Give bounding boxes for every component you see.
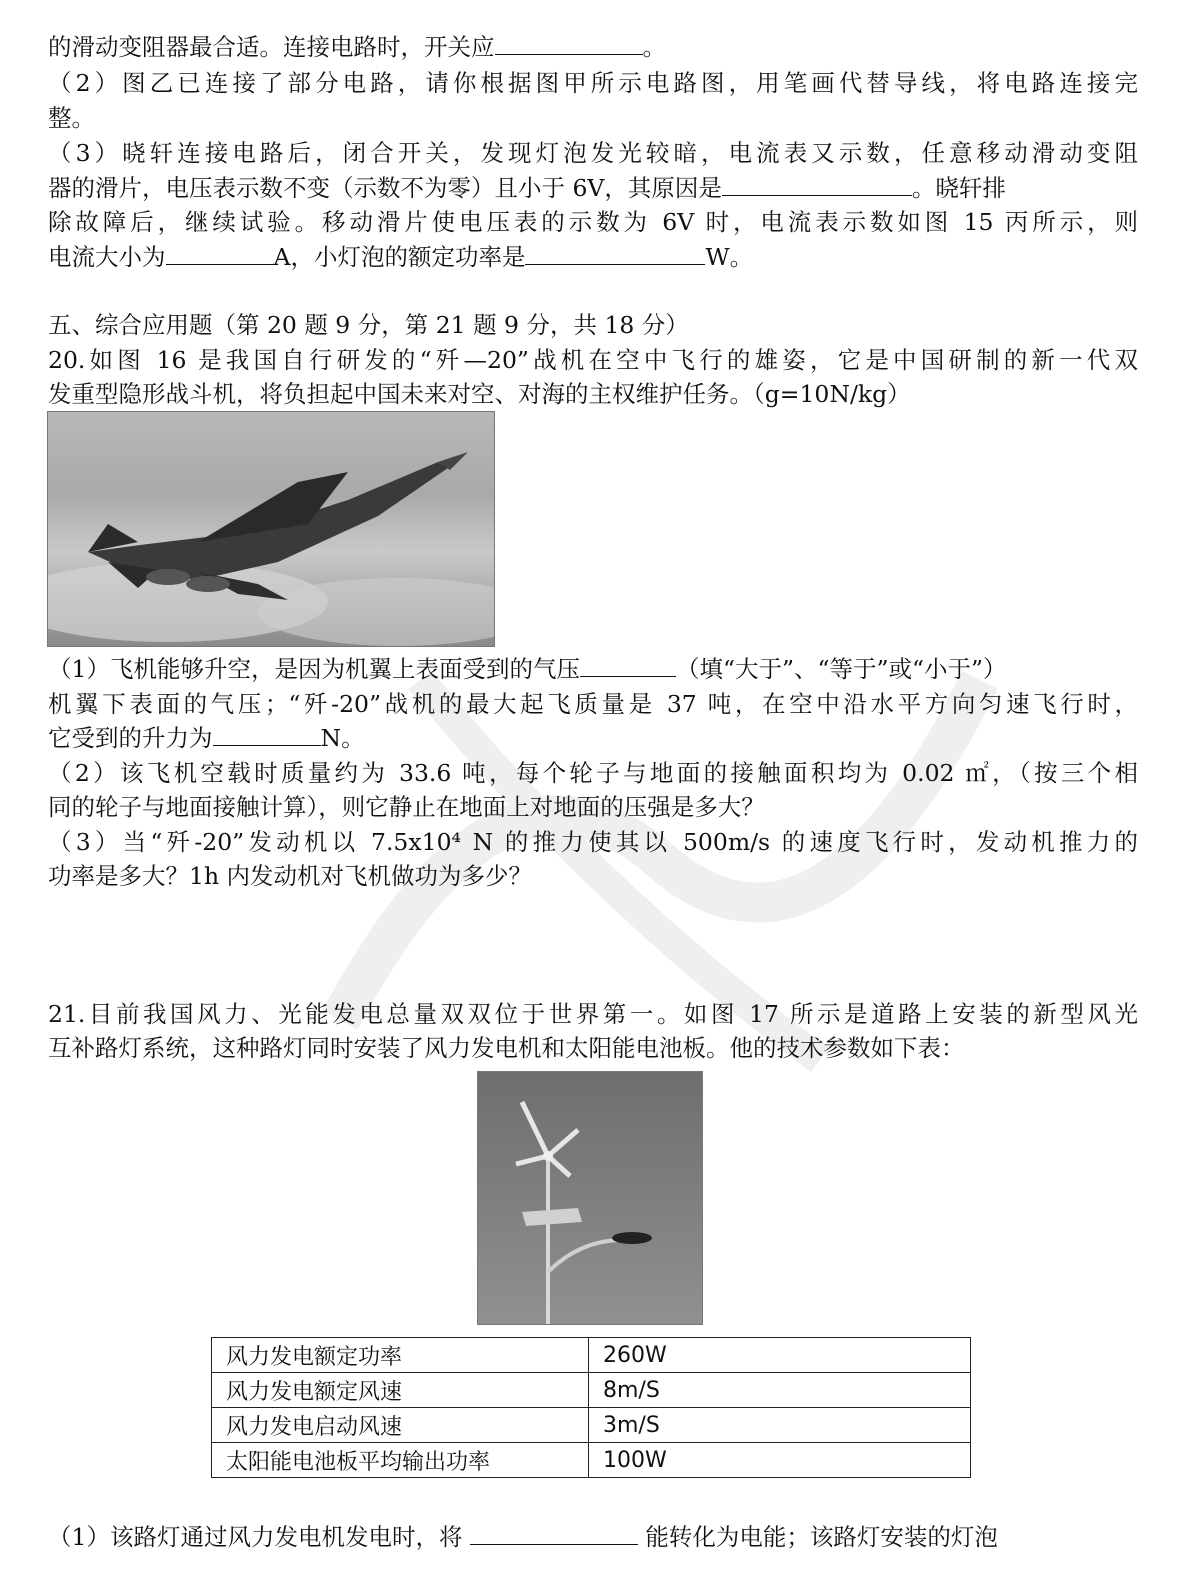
question-21: 21.目前我国风力、光能发电总量双双位于世界第一。如图 17 所示是道路上安装的新型风光 — [48, 1000, 1138, 1028]
text-line: 同的轮子与地面接触计算），则它静止在地面上对地面的压强是多大？ — [48, 793, 765, 821]
answer-blank[interactable] — [525, 242, 705, 265]
text-line: 整。 — [48, 104, 95, 132]
text-line: 发重型隐形战斗机，将负担起中国未来对空、对海的主权维护任务。（g=10N/kg） — [48, 380, 911, 408]
spec-label: 太阳能电池板平均输出功率 — [212, 1443, 589, 1478]
text-line: 除故障后，继续试验。移动滑片使电压表的示数为 6V 时，电流表示数如图 15 丙所示，则 — [48, 208, 1138, 236]
text-line: 它受到的升力为 N。 — [48, 724, 365, 752]
spec-label: 风力发电启动风速 — [212, 1408, 589, 1443]
text-line: 机翼下表面的气压；“歼-20”战机的最大起飞质量是 37 吨，在空中沿水平方向匀速飞行时， — [48, 690, 1138, 718]
text-line: （2）图乙已连接了部分电路，请你根据图甲所示电路图，用笔画代替导线，将电路连接完 — [48, 69, 1138, 97]
wind-solar-streetlamp-photo — [477, 1071, 703, 1325]
text-line: （3）当“歼-20”发动机以 7.5x10⁴ N 的推力使其以 500m/s 的速度飞行时，发动机推力的 — [48, 828, 1138, 856]
spec-value: 3m/S — [589, 1408, 971, 1443]
wind-turbine-icon — [478, 1072, 702, 1324]
spec-value: 260W — [589, 1338, 971, 1373]
text-line: （2）该飞机空载时质量约为 33.6 吨，每个轮子与地面的接触面积均为 0.02 ㎡，（按三个相 — [48, 759, 1138, 787]
section-heading: 五、综合应用题（第 20 题 9 分，第 21 题 9 分，共 18 分） — [48, 311, 689, 339]
answer-blank[interactable] — [722, 173, 912, 196]
fighter-jet-icon — [48, 412, 494, 646]
text-line: 的滑动变阻器最合适。连接电路时，开关应 。 — [48, 33, 666, 61]
table-row — [212, 1373, 971, 1408]
answer-blank[interactable] — [470, 1522, 638, 1545]
spec-label: 风力发电额定风速 — [212, 1373, 589, 1408]
table-row — [212, 1338, 971, 1373]
spec-table — [211, 1337, 971, 1478]
text-line: 电流大小为 A，小灯泡的额定功率是 W。 — [48, 243, 754, 271]
spec-value: 8m/S — [589, 1373, 971, 1408]
text-line: 功率是多大？1h 内发动机对飞机做功为多少？ — [48, 862, 533, 890]
spec-label: 风力发电额定功率 — [212, 1338, 589, 1373]
table-row — [212, 1408, 971, 1443]
answer-blank[interactable] — [580, 654, 676, 677]
text-line: （1）该路灯通过风力发电机发电时，将 能转化为电能；该路灯安装的灯泡 — [48, 1523, 998, 1551]
answer-blank[interactable] — [166, 242, 274, 265]
text-line: （1）飞机能够升空，是因为机翼上表面受到的气压 （填“大于”、“等于”或“小于”） — [48, 655, 1007, 683]
text-line: （3）晓轩连接电路后，闭合开关，发现灯泡发光较暗，电流表又示数，任意移动滑动变阻 — [48, 139, 1138, 167]
table-row — [212, 1443, 971, 1478]
answer-blank[interactable] — [495, 32, 643, 55]
fighter-jet-photo — [47, 411, 495, 647]
answer-blank[interactable] — [213, 723, 321, 746]
text-line: 互补路灯系统，这种路灯同时安装了风力发电机和太阳能电池板。他的技术参数如下表： — [48, 1034, 965, 1062]
question-20: 20.如图 16 是我国自行研发的“歼—20”战机在空中飞行的雄姿，它是中国研制的新一代双 — [48, 346, 1138, 374]
spec-value: 100W — [589, 1443, 971, 1478]
text-line: 器的滑片，电压表示数不变（示数不为零）且小于 6V，其原因是 。晓轩排 — [48, 174, 1006, 202]
